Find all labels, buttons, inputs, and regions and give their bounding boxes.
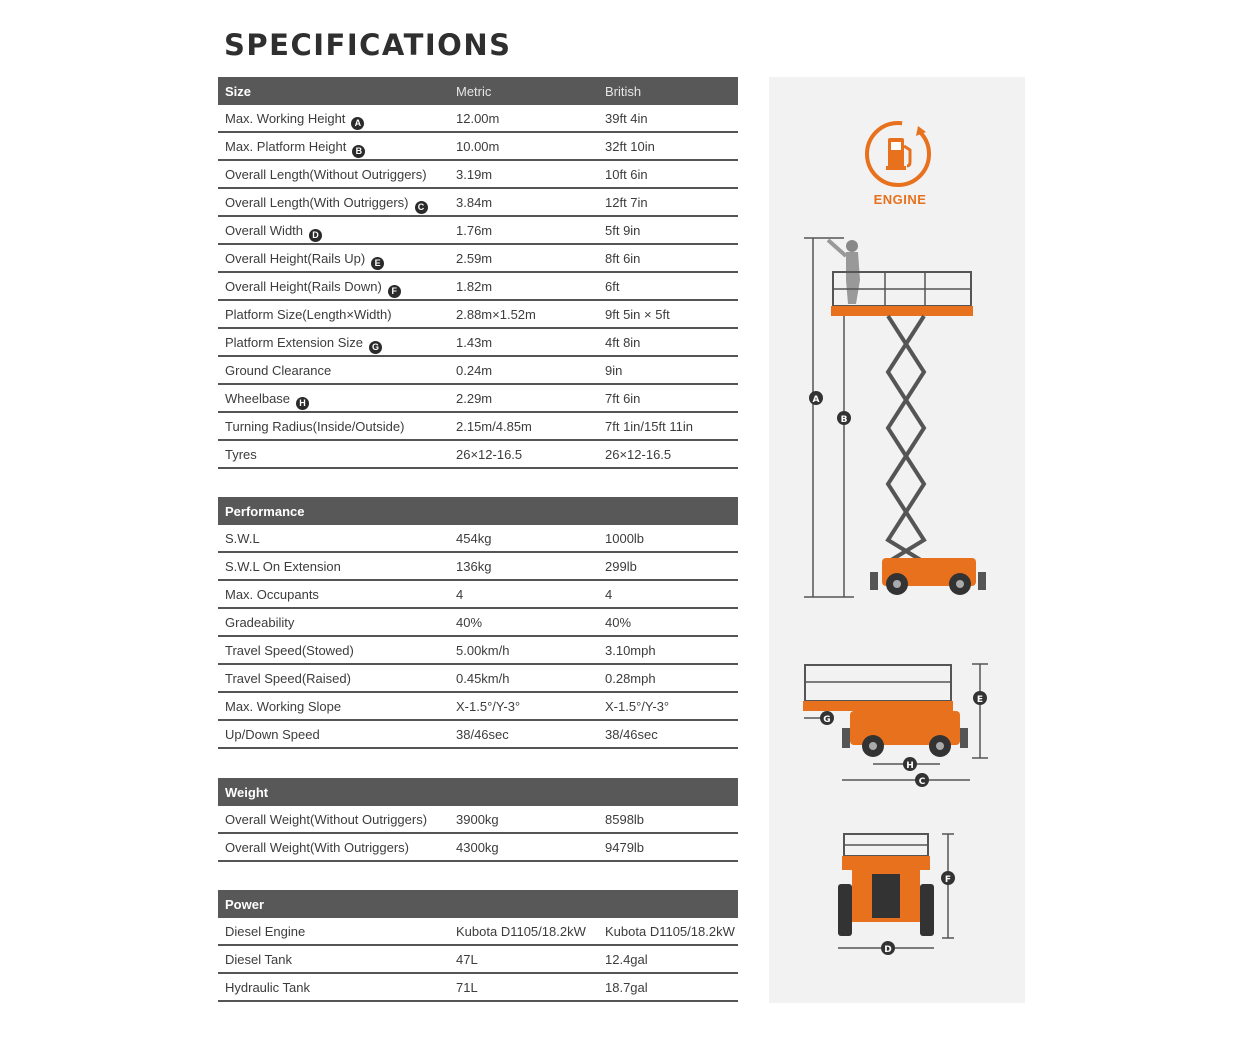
- metric-value: 2.59m: [456, 251, 493, 266]
- spec-label: Max. Platform Height B: [225, 139, 346, 154]
- spec-label: Hydraulic Tank: [225, 980, 311, 995]
- spec-label: Turning Radius(Inside/Outside): [225, 419, 405, 434]
- spec-label: Diesel Engine: [225, 924, 306, 939]
- british-value: 7ft 6in: [605, 391, 641, 406]
- british-value: 18.7gal: [605, 980, 648, 995]
- spec-label: Gradeability: [225, 615, 295, 630]
- british-value: 6ft: [605, 279, 620, 294]
- svg-text:H: H: [906, 761, 914, 771]
- metric-value: 4300kg: [456, 840, 499, 855]
- british-value: X-1.5°/Y-3°: [605, 699, 670, 714]
- british-column-header: British: [605, 84, 642, 99]
- table-row: [218, 581, 738, 609]
- table-row: [218, 413, 738, 441]
- british-value: 3.10mph: [605, 643, 656, 658]
- british-value: 7ft 1in/15ft 11in: [605, 419, 693, 434]
- dimension-badge: D: [309, 229, 322, 242]
- metric-value: 0.24m: [456, 363, 493, 378]
- table-row: [218, 974, 738, 1002]
- dimension-badge: F: [388, 285, 401, 298]
- british-value: 10ft 6in: [605, 167, 648, 182]
- table-row: [218, 273, 738, 301]
- spec-label: Diesel Tank: [225, 952, 292, 967]
- dimension-badge: E: [371, 257, 384, 270]
- section-title: Size: [225, 84, 252, 99]
- svg-text:D: D: [884, 945, 892, 955]
- spec-label: Platform Extension Size G: [225, 335, 363, 350]
- spec-label: Travel Speed(Stowed): [225, 643, 354, 658]
- table-row: [218, 189, 738, 217]
- metric-value: 38/46sec: [456, 727, 509, 742]
- british-value: 8598lb: [605, 812, 645, 827]
- british-value: 32ft 10in: [605, 139, 655, 154]
- svg-text:F: F: [944, 875, 952, 885]
- section-header: [218, 778, 738, 806]
- metric-value: 1.43m: [456, 335, 493, 350]
- table-row: [218, 161, 738, 189]
- british-value: Kubota D1105/18.2kW: [605, 924, 735, 939]
- metric-value: 47L: [456, 952, 478, 967]
- spec-label: S.W.L On Extension: [225, 559, 341, 574]
- british-value: 12ft 7in: [605, 195, 648, 210]
- table-row: [218, 133, 738, 161]
- british-value: 39ft 4in: [605, 111, 648, 126]
- dimension-badge: A: [351, 117, 364, 130]
- spec-label: Tyres: [225, 447, 257, 462]
- spec-label: Max. Working Height A: [225, 111, 345, 126]
- rear-lift-diagram: [830, 826, 970, 960]
- metric-value: 2.15m/4.85m: [456, 419, 532, 434]
- spec-label: Max. Working Slope: [225, 699, 342, 714]
- spec-table: [218, 778, 738, 862]
- british-value: 4ft 8in: [605, 335, 641, 350]
- section-title: Performance: [225, 504, 305, 519]
- spec-label: Overall Weight(With Outriggers): [225, 840, 409, 855]
- table-row: [218, 525, 738, 553]
- table-row: [218, 385, 738, 413]
- table-row: [218, 946, 738, 974]
- british-value: 299lb: [605, 559, 637, 574]
- spec-label: Ground Clearance: [225, 363, 332, 378]
- spec-label: S.W.L: [225, 531, 260, 546]
- metric-value: 12.00m: [456, 111, 500, 126]
- spec-label: Up/Down Speed: [225, 727, 320, 742]
- svg-text:B: B: [840, 415, 848, 425]
- british-value: 9479lb: [605, 840, 645, 855]
- spec-label: Wheelbase H: [225, 391, 290, 406]
- svg-text:A: A: [812, 395, 820, 405]
- british-value: 4: [605, 587, 613, 602]
- spec-label: Overall Height(Rails Down) F: [225, 279, 382, 294]
- metric-value: 40%: [456, 615, 483, 630]
- metric-value: 3.19m: [456, 167, 493, 182]
- table-row: [218, 245, 738, 273]
- british-value: 1000lb: [605, 531, 645, 546]
- table-row: [218, 105, 738, 133]
- british-value: 8ft 6in: [605, 251, 641, 266]
- table-row: [218, 806, 738, 834]
- spec-label: Overall Height(Rails Up) E: [225, 251, 365, 266]
- spec-label: Overall Width D: [225, 223, 303, 238]
- dimension-badge: C: [415, 201, 428, 214]
- spec-table: [218, 890, 738, 1002]
- metric-value: 2.29m: [456, 391, 493, 406]
- section-header: [218, 497, 738, 525]
- metric-value: 3900kg: [456, 812, 499, 827]
- british-value: 0.28mph: [605, 671, 656, 686]
- metric-value: 26×12-16.5: [456, 447, 523, 462]
- british-value: 40%: [605, 615, 632, 630]
- fuel-engine-icon: [860, 116, 936, 192]
- dimension-badge: H: [296, 397, 309, 410]
- metric-value: 10.00m: [456, 139, 500, 154]
- dimension-badge: G: [369, 341, 382, 354]
- spec-table: [218, 77, 738, 469]
- metric-value: 454kg: [456, 531, 492, 546]
- section-header: [218, 890, 738, 918]
- table-row: [218, 721, 738, 749]
- svg-text:E: E: [976, 695, 984, 705]
- metric-value: 136kg: [456, 559, 492, 574]
- section-header: [218, 77, 738, 105]
- section-title: Weight: [225, 785, 269, 800]
- table-row: [218, 637, 738, 665]
- page-title: SPECIFICATIONS: [224, 28, 512, 62]
- spec-label: Max. Occupants: [225, 587, 319, 602]
- metric-value: 3.84m: [456, 195, 493, 210]
- metric-value: Kubota D1105/18.2kW: [456, 924, 586, 939]
- metric-value: X-1.5°/Y-3°: [456, 699, 521, 714]
- spec-label: Overall Length(Without Outriggers): [225, 167, 427, 182]
- table-row: [218, 441, 738, 469]
- metric-value: 1.82m: [456, 279, 493, 294]
- british-value: 12.4gal: [605, 952, 648, 967]
- svg-text:C: C: [918, 777, 926, 787]
- spec-label: Overall Length(With Outriggers) C: [225, 195, 409, 210]
- british-value: 38/46sec: [605, 727, 658, 742]
- spec-label: Overall Weight(Without Outriggers): [225, 812, 428, 827]
- stowed-lift-diagram: [800, 660, 1000, 790]
- table-row: [218, 918, 738, 946]
- raised-lift-diagram: [800, 232, 1000, 604]
- table-row: [218, 834, 738, 862]
- metric-value: 2.88m×1.52m: [456, 307, 536, 322]
- section-title: Power: [225, 897, 265, 912]
- svg-text:G: G: [823, 715, 831, 725]
- table-row: [218, 357, 738, 385]
- metric-value: 71L: [456, 980, 478, 995]
- table-row: [218, 329, 738, 357]
- table-row: [218, 301, 738, 329]
- table-row: [218, 609, 738, 637]
- british-value: 26×12-16.5: [605, 447, 672, 462]
- table-row: [218, 553, 738, 581]
- british-value: 9in: [605, 363, 623, 378]
- british-value: 5ft 9in: [605, 223, 641, 238]
- table-row: [218, 693, 738, 721]
- spec-label: Travel Speed(Raised): [225, 671, 351, 686]
- metric-value: 0.45km/h: [456, 671, 510, 686]
- british-value: 9ft 5in × 5ft: [605, 307, 670, 322]
- engine-label: ENGINE: [873, 192, 927, 207]
- metric-value: 4: [456, 587, 464, 602]
- spec-table: [218, 497, 738, 749]
- metric-column-header: Metric: [456, 84, 492, 99]
- table-row: [218, 665, 738, 693]
- metric-value: 5.00km/h: [456, 643, 510, 658]
- dimension-badge: B: [352, 145, 365, 158]
- table-row: [218, 217, 738, 245]
- spec-label: Platform Size(Length×Width): [225, 307, 392, 322]
- metric-value: 1.76m: [456, 223, 493, 238]
